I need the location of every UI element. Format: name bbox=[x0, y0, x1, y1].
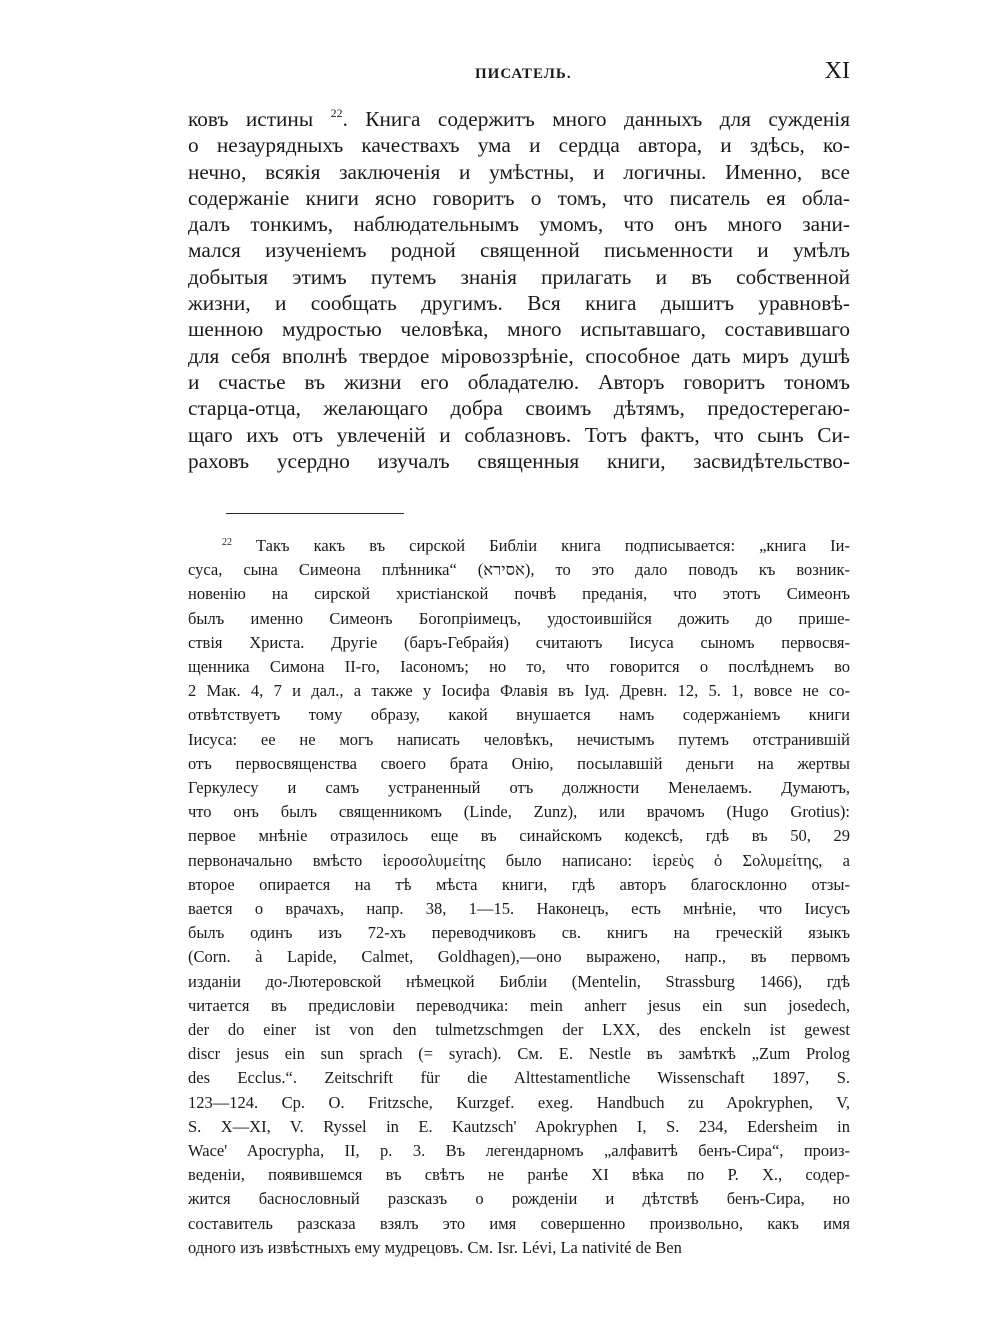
footnote-line: первоначально вмѣсто ἱεροσολυμείτης было написано: ἱερεὺς ὁ Σολυμείτης, а bbox=[188, 850, 850, 870]
text-fragment: . Книга содержитъ много данныхъ для сужденія bbox=[342, 107, 850, 131]
footnote-line: (Corn. à Lapide, Calmet, Goldhagen),—оно выражено, напр., въ первомъ bbox=[188, 947, 850, 967]
text-line: мался изученіемъ родной священной письменности и умѣлъ bbox=[188, 238, 850, 263]
text-line bbox=[188, 106, 850, 132]
footnote-line: суса, сына Симеона плѣнника“ (אסירא), то это дало поводъ къ возник- bbox=[188, 560, 850, 580]
text-fragment: ковъ истины bbox=[188, 107, 314, 131]
page-header bbox=[188, 60, 850, 90]
text-line: о незаурядныхъ качествахъ ума и сердца автора, и здѣсь, ко- bbox=[188, 133, 850, 158]
main-text bbox=[188, 106, 850, 474]
text-line: для себя вполнѣ твердое міровоззрѣніе, способное дать миръ душѣ bbox=[188, 343, 850, 368]
text-line: шенною мудростью человѣка, много испытавшаго, составившаго bbox=[188, 317, 850, 342]
footnote-line: былъ именно Симеонъ Богопріимецъ, удостоившійся дожить до прише- bbox=[188, 608, 850, 628]
footnote-line bbox=[188, 534, 850, 558]
footnote-line: 2 Мак. 4, 7 и дал., а также у Іосифа Флавія въ Іуд. Древн. 12, 5. 1, вовсе не со- bbox=[188, 681, 850, 701]
footnote-line: былъ одинъ изъ 72-хъ переводчиковъ св. книгъ на греческій языкъ bbox=[188, 923, 850, 943]
text-line: нечно, всякія заключенія и умѣстны, и логичны. Именно, все bbox=[188, 159, 850, 184]
footnote-line: щенника Симона II-го, Іасономъ; но то, что говорится о послѣднемъ во bbox=[188, 657, 850, 677]
footnote-line: веденіи, появившемся въ свѣтъ не ранѣе XI вѣка по Р. X., содер- bbox=[188, 1165, 850, 1185]
footnote-line: des Ecclus.“. Zeitschrift für die Alttestamentliche Wissenschaft 1897, S. bbox=[188, 1068, 850, 1088]
footnote-line: первое мнѣніе отразилось еще въ синайскомъ кодексѣ, гдѣ въ 50, 29 bbox=[188, 826, 850, 846]
text-line: раховъ усердно изучалъ священныя книги, засвидѣтельство- bbox=[188, 448, 850, 473]
page-number: XI bbox=[824, 58, 850, 84]
footnote-line: отвѣтствуетъ тому образу, какой внушается намъ содержаніемъ книги bbox=[188, 705, 850, 725]
text-line: щаго ихъ отъ увлеченій и соблазновъ. Тотъ фактъ, что сынъ Си- bbox=[188, 422, 850, 447]
footnote-line: что онъ былъ священникомъ (Linde, Zunz), или врачомъ (Hugo Grotius): bbox=[188, 802, 850, 822]
running-title: ПИСАТЕЛЬ. bbox=[475, 66, 572, 82]
footnote-line: 123—124. Ср. O. Fritzsche, Kurzgef. exeg. Handbuch zu Apokryphen, V, bbox=[188, 1092, 850, 1112]
text-line: жизни, и сообщать другимъ. Вся книга дышитъ уравновѣ- bbox=[188, 291, 850, 316]
text-line: старца-отца, желающаго добра своимъ дѣтямъ, предостерегаю- bbox=[188, 396, 850, 421]
footnote-reference: 22 bbox=[330, 106, 343, 120]
footnote-mark: 22 bbox=[222, 537, 232, 548]
footnote-line: der do einer ist von den tulmetzschmgen der LXX, des enckeln ist gewest bbox=[188, 1020, 850, 1040]
footnote-line: ствія Христа. Другіе (баръ-Гебрайя) считаютъ Іисуса сыномъ первосвя- bbox=[188, 632, 850, 652]
footnote-line: второе опирается на тѣ мѣста книги, гдѣ авторъ благосклонно отзы- bbox=[188, 874, 850, 894]
footnote-line: отъ первосвященства своего брата Онію, посылавшій деньги на жертвы bbox=[188, 753, 850, 773]
footnote-line: новенію на сирской христіанской почвѣ преданія, что этотъ Симеонъ bbox=[188, 584, 850, 604]
footnote-line: одного изъ извѣстныхъ ему мудрецовъ. См. Isr. Lévi, La nativité de Ben bbox=[188, 1237, 682, 1257]
footnote-line: изданіи до-Лютеровской нѣмецкой Библіи (Mentelin, Strassburg 1466), гдѣ bbox=[188, 971, 850, 991]
footnote-line: discr jesus ein sun sprach (= syrach). См. E. Nestle въ замѣткѣ „Zum Prolog bbox=[188, 1044, 850, 1064]
text-fragment: Такъ какъ въ сирской Библіи книга подписывается: „книга Іи- bbox=[256, 536, 851, 555]
footnote-line: Wace' Apocrypha, II, p. 3. Въ легендарномъ „алфавитѣ бенъ-Сира“, произ- bbox=[188, 1141, 850, 1161]
footnote-line: читается въ предисловіи переводчика: mein anherr jesus ein sun josedech, bbox=[188, 995, 850, 1015]
text-line: далъ тонкимъ, наблюдательнымъ умомъ, что онъ много зани- bbox=[188, 212, 850, 237]
footnote-line: Іисуса: ее не могъ написать человѣкъ, нечистымъ путемъ отстранившій bbox=[188, 729, 850, 749]
footnote-line: S. X—XI, V. Ryssel in E. Kautzsch' Apokryphen I, S. 234, Edersheim in bbox=[188, 1116, 850, 1136]
footnote-line: жится баснословный разсказъ о рожденіи и дѣтствѣ бенъ-Сира, но bbox=[188, 1189, 850, 1209]
footnote-line: Геркулесу и самъ устраненный отъ должности Менелаемъ. Думаютъ, bbox=[188, 778, 850, 798]
text-line: добытыя этимъ путемъ знанія прилагать и въ собственной bbox=[188, 264, 850, 289]
footnote bbox=[188, 534, 850, 1260]
footnote-line: вается о врачахъ, напр. 38, 1—15. Наконецъ, есть мнѣніе, что Іисусъ bbox=[188, 899, 850, 919]
text-line: содержаніе книги ясно говоритъ о томъ, что писатель ея обла- bbox=[188, 185, 850, 210]
text-line: и счастье въ жизни его обладателю. Авторъ говоритъ тономъ bbox=[188, 369, 850, 394]
footnote-divider bbox=[226, 513, 404, 514]
footnote-line: составитель разсказа взялъ это имя совершенно произвольно, какъ имя bbox=[188, 1213, 850, 1233]
